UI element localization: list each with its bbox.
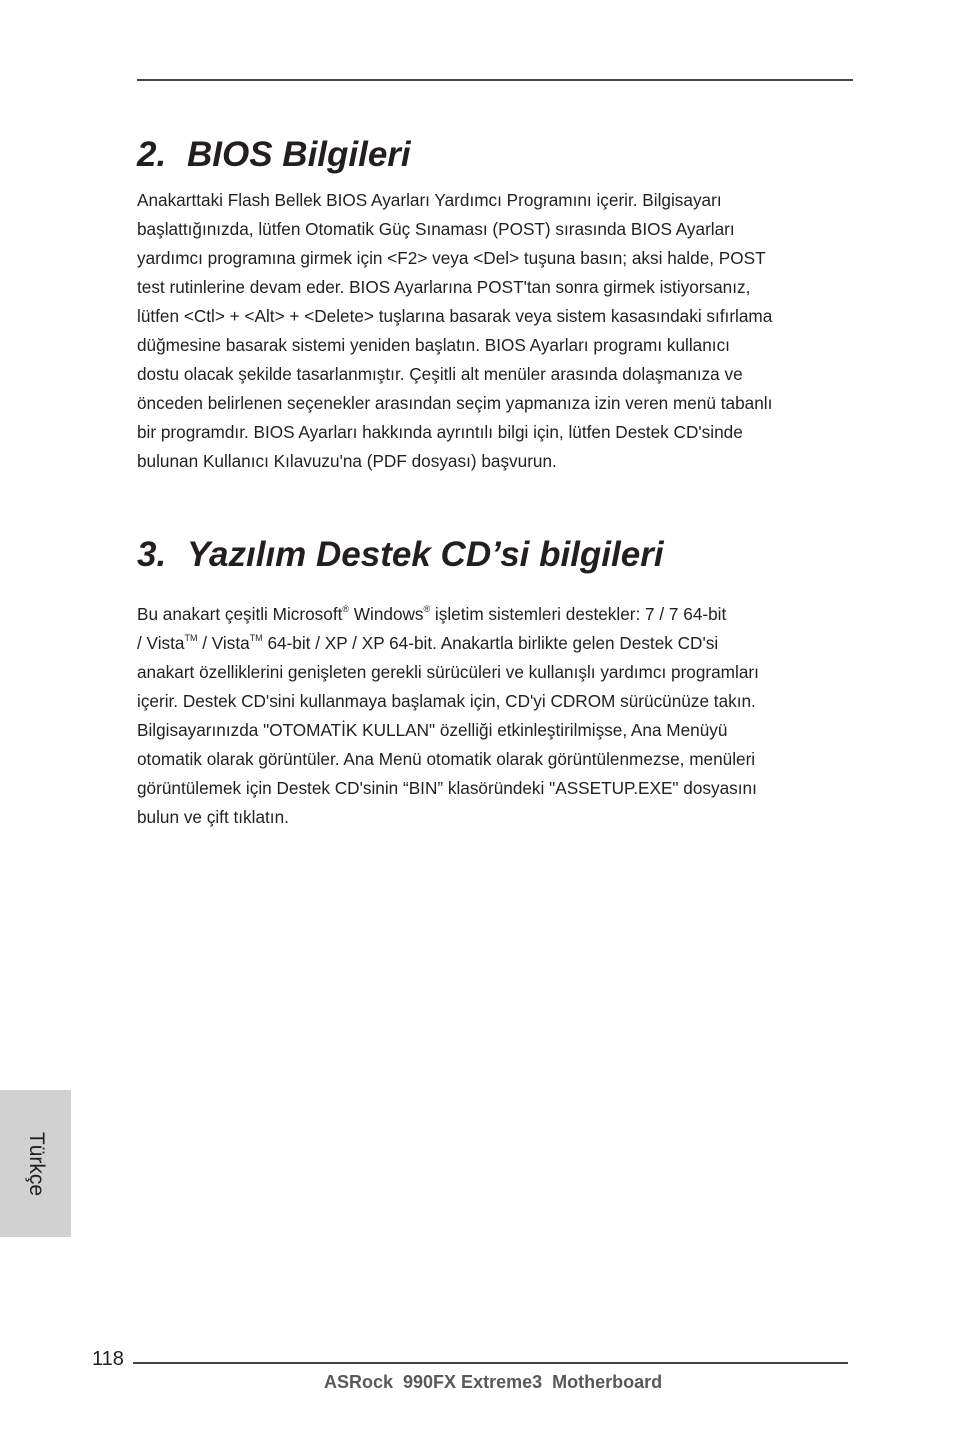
section-3-line: Bilgisayarınızda "OTOMATİK KULLAN" özelliği etkinleştirilmişse, Ana Menüyü	[137, 720, 728, 740]
footer-product-name: ASRock 990FX Extreme3 Motherboard	[324, 1372, 663, 1392]
section-2-title-text: BIOS Bilgileri	[187, 135, 411, 174]
trademark-mark: TM	[184, 633, 198, 643]
section-3-line: görüntülemek için Destek CD'sinin “BIN” klasöründeki "ASSETUP.EXE" dosyasını	[137, 778, 757, 798]
section-3-line-windows: Bu anakart çeşitli Microsoft® Windows® işletim sistemleri destekler: 7 / 7 64-bit	[137, 604, 727, 624]
section-2-line: yardımcı programına girmek için <F2> veya <Del> tuşuna basın; aksi halde, POST	[137, 248, 766, 268]
section-3-line-vista: / Vista™ / Vista™ 64-bit / XP / XP 64-bit. Anakartla birlikte gelen Destek CD'si	[137, 633, 719, 653]
section-2-number: 2.	[137, 135, 167, 174]
registered-mark: ®	[342, 604, 350, 614]
page-number: 118	[92, 1348, 124, 1370]
section-3-title-text: Yazılım Destek CD’si bilgileri	[187, 535, 664, 574]
language-side-tab	[0, 1090, 71, 1237]
section-2-line: bulunan Kullanıcı Kılavuzu'na (PDF dosyası) başvurun.	[137, 451, 557, 471]
section-2-line: başlattığınızda, lütfen Otomatik Güç Sınaması (POST) sırasında BIOS Ayarları	[137, 219, 735, 239]
section-2-line: düğmesine basarak sistemi yeniden başlatın. BIOS Ayarları programı kullanıcı	[137, 335, 730, 355]
section-3-line: bulun ve çift tıklatın.	[137, 807, 289, 827]
registered-mark: ®	[423, 604, 431, 614]
section-2-line: test rutinlerine devam eder. BIOS Ayarlarına POST'tan sonra girmek istiyorsanız,	[137, 277, 751, 297]
section-2-line: önceden belirlenen seçenekler arasından seçim yapmanıza izin veren menü tabanlı	[137, 393, 773, 413]
section-2-title	[137, 135, 411, 175]
trademark-mark: TM	[249, 633, 263, 643]
language-label: Türkçe	[24, 1131, 48, 1196]
section-3-line: içerir. Destek CD'sini kullanmaya başlamak için, CD'yi CDROM sürücünüze takın.	[137, 691, 756, 711]
section-3-line: otomatik olarak görüntüler. Ana Menü otomatik olarak görüntülenmezse, menüleri	[137, 749, 756, 769]
section-2-line: lütfen <Ctl> + <Alt> + <Delete> tuşlarına basarak veya sistem kasasındaki sıfırlama	[137, 306, 773, 326]
top-rule	[137, 79, 853, 81]
section-2-line: Anakarttaki Flash Bellek BIOS Ayarları Yardımcı Programını içerir. Bilgisayarı	[137, 190, 722, 210]
section-3-line: anakart özelliklerini genişleten gerekli sürücüleri ve kullanışlı yardımcı programları	[137, 662, 759, 682]
section-3-body	[137, 600, 862, 832]
section-2-line: bir programdır. BIOS Ayarları hakkında ayrıntılı bilgi için, lütfen Destek CD'sinde	[137, 422, 743, 442]
section-2-body	[137, 186, 862, 476]
bottom-rule	[133, 1362, 848, 1364]
section-3-number: 3.	[137, 535, 167, 574]
section-2-line: dostu olacak şekilde tasarlanmıştır. Çeşitli alt menüler arasında dolaşmanıza ve	[137, 364, 743, 384]
section-3-title	[137, 535, 664, 575]
